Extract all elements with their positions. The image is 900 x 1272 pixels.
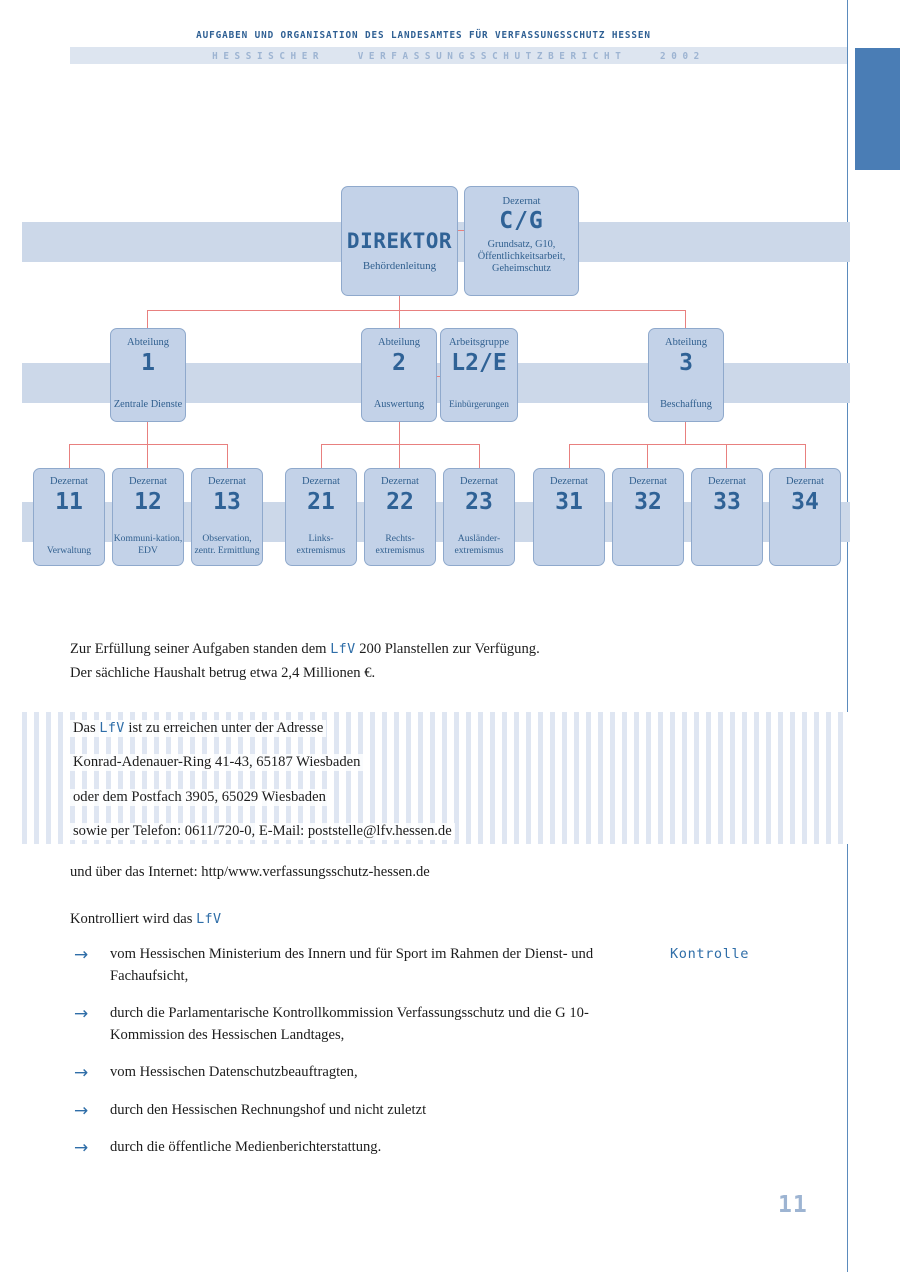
arrow-right-icon: →: [74, 945, 89, 965]
org-node-dezernat-22: [364, 468, 436, 566]
d22-subtitle: Rechts-extremismus: [375, 533, 425, 556]
connector-abteilung-bus: [147, 310, 686, 311]
connector-d31-up: [569, 444, 570, 468]
address-contact: sowie per Telefon: 0611/720-0, E-Mail: poststelle@lfv.hessen.de: [70, 823, 455, 840]
org-node-dezernat-12: [112, 468, 184, 566]
header-report-line: HESSISCHER VERFASSUNGSSCHUTZBERICHT 2002: [212, 50, 705, 62]
connector-abt3-up: [685, 310, 686, 328]
l2e-subtitle: Einbürgerungen: [449, 400, 509, 411]
org-node-dezernat-11: [33, 468, 105, 566]
list-item: [70, 1100, 650, 1123]
d33-kicker: Dezernat: [708, 476, 746, 487]
header-title-line: AUFGABEN UND ORGANISATION DES LANDESAMTES FÜR VERFASSUNGSSCHUTZ HESSEN: [196, 30, 651, 41]
address-block: [22, 712, 850, 844]
abt1-subtitle: Zentrale Dienste: [113, 398, 183, 410]
kontrolliert-before: Kontrolliert wird das: [70, 911, 197, 927]
bullet-text: durch die öffentliche Medienberichterstattung.: [110, 1139, 382, 1156]
d22-number: 22: [386, 488, 414, 515]
direktor-subtitle: Behördenleitung: [362, 260, 437, 273]
abt3-number: 3: [679, 349, 693, 376]
d12-subtitle: Kommuni-kation, EDV: [113, 533, 183, 556]
budget-paragraph: [70, 638, 690, 685]
d31-kicker: Dezernat: [550, 476, 588, 487]
bullet-text: durch den Hessischen Rechnungshof und nicht zuletzt: [110, 1101, 427, 1118]
cg-kicker: Dezernat: [502, 196, 541, 207]
list-item: [70, 1003, 650, 1047]
lfv-abbrev-kontrolle: LfV: [196, 912, 222, 927]
org-node-dezernat-21: [285, 468, 357, 566]
d32-number: 32: [634, 488, 662, 515]
org-node-dezernat-31: [533, 468, 605, 566]
connector-d23-up: [479, 444, 480, 468]
cg-code: C/G: [499, 207, 544, 234]
connector-d12-up: [147, 444, 148, 468]
address-intro-before: Das: [73, 720, 100, 736]
d11-number: 11: [55, 488, 83, 515]
list-item: [70, 944, 650, 988]
d31-number: 31: [555, 488, 583, 515]
page-header: [0, 0, 900, 70]
direktor-title: DIREKTOR: [346, 229, 453, 254]
d13-kicker: Dezernat: [208, 476, 246, 487]
d21-subtitle: Links-extremismus: [296, 533, 346, 556]
org-node-direktor: [341, 186, 458, 296]
abt3-subtitle: Beschaffung: [660, 398, 712, 410]
arrow-right-icon: →: [74, 1003, 89, 1024]
d34-kicker: Dezernat: [786, 476, 824, 487]
abt2-subtitle: Auswertung: [373, 398, 425, 410]
address-intro-line: [70, 720, 326, 737]
d12-number: 12: [134, 488, 162, 515]
org-node-dezernat-23: [443, 468, 515, 566]
org-node-dezernat-32: [612, 468, 684, 566]
kontrolle-bullet-list: [70, 944, 650, 1175]
l2e-code: L2/E: [451, 349, 507, 376]
organization-chart: [0, 180, 860, 590]
abt1-kicker: Abteilung: [127, 337, 169, 348]
connector-d32-up: [647, 444, 648, 468]
list-item: [70, 1062, 650, 1085]
abt2-number: 2: [392, 349, 406, 376]
connector-d13-up: [227, 444, 228, 468]
bullet-text: vom Hessischen Datenschutzbeauftragten,: [110, 1063, 358, 1080]
org-node-arbeitsgruppe-l2e: [440, 328, 518, 422]
d21-kicker: Dezernat: [302, 476, 340, 487]
connector-d21-up: [321, 444, 322, 468]
org-node-dezernat-34: [769, 468, 841, 566]
bullet-text: durch die Parlamentarische Kontrollkommission Verfassungsschutz und die G 10-Kommission des Hessischen Landtages,: [110, 1004, 589, 1043]
d23-number: 23: [465, 488, 493, 515]
d33-number: 33: [713, 488, 741, 515]
connector-abt2-up: [399, 310, 400, 328]
org-node-dezernat-13: [191, 468, 263, 566]
budget-line2: Der sächliche Haushalt betrug etwa 2,4 Millionen €.: [70, 664, 376, 681]
d13-subtitle: Observation, zentr. Ermittlung: [194, 533, 260, 556]
budget-text-before: Zur Erfüllung seiner Aufgaben standen dem: [70, 641, 331, 657]
abt2-kicker: Abteilung: [378, 337, 420, 348]
d34-number: 34: [791, 488, 819, 515]
connector-abt1-up: [147, 310, 148, 328]
d23-kicker: Dezernat: [460, 476, 498, 487]
d11-kicker: Dezernat: [50, 476, 88, 487]
l2e-kicker: Arbeitsgruppe: [448, 337, 510, 348]
arrow-right-icon: →: [74, 1062, 89, 1083]
bullet-text: vom Hessischen Ministerium des Innern und für Sport im Rahmen der Dienst- und Fachaufsicht,: [110, 946, 594, 984]
list-item: [70, 1137, 650, 1160]
address-postfach: oder dem Postfach 3905, 65029 Wiesbaden: [70, 789, 329, 806]
connector-abt3-down: [685, 422, 686, 444]
connector-d34-up: [805, 444, 806, 468]
connector-group3-bus: [569, 444, 805, 445]
org-node-dezernat-cg: [464, 186, 579, 296]
connector-d33-up: [726, 444, 727, 468]
connector-d11-up: [69, 444, 70, 468]
internet-line: und über das Internet: http/www.verfassungsschutz-hessen.de: [70, 864, 430, 880]
d23-subtitle: Ausländer-extremismus: [454, 533, 504, 556]
org-node-abteilung-2: [361, 328, 437, 422]
org-node-abteilung-3: [648, 328, 724, 422]
d22-kicker: Dezernat: [381, 476, 419, 487]
kontrolliert-heading: [70, 908, 570, 932]
address-intro-after: ist zu erreichen unter der Adresse: [124, 720, 324, 736]
address-street: Konrad-Adenauer-Ring 41-43, 65187 Wiesbaden: [70, 754, 363, 771]
connector-d22-up: [399, 444, 400, 468]
org-node-abteilung-1: [110, 328, 186, 422]
org-node-dezernat-33: [691, 468, 763, 566]
connector-abt1-down: [147, 422, 148, 444]
lfv-abbrev-address: LfV: [99, 721, 125, 736]
budget-text-after: 200 Planstellen zur Verfügung.: [355, 641, 540, 657]
d11-subtitle: Verwaltung: [46, 544, 92, 556]
abt3-kicker: Abteilung: [665, 337, 707, 348]
lfv-abbrev: LfV: [330, 642, 356, 657]
page-number: 11: [778, 1192, 808, 1218]
abt1-number: 1: [141, 349, 155, 376]
arrow-right-icon: →: [74, 1138, 89, 1159]
cg-subtitle: Grundsatz, G10, Öffentlichkeitsarbeit, Geheimschutz: [477, 238, 566, 274]
d12-kicker: Dezernat: [129, 476, 167, 487]
d32-kicker: Dezernat: [629, 476, 667, 487]
d13-number: 13: [213, 488, 241, 515]
arrow-right-icon: →: [74, 1100, 89, 1121]
connector-abt2-down: [399, 422, 400, 444]
d21-number: 21: [307, 488, 335, 515]
margin-note-kontrolle: Kontrolle: [670, 946, 750, 962]
